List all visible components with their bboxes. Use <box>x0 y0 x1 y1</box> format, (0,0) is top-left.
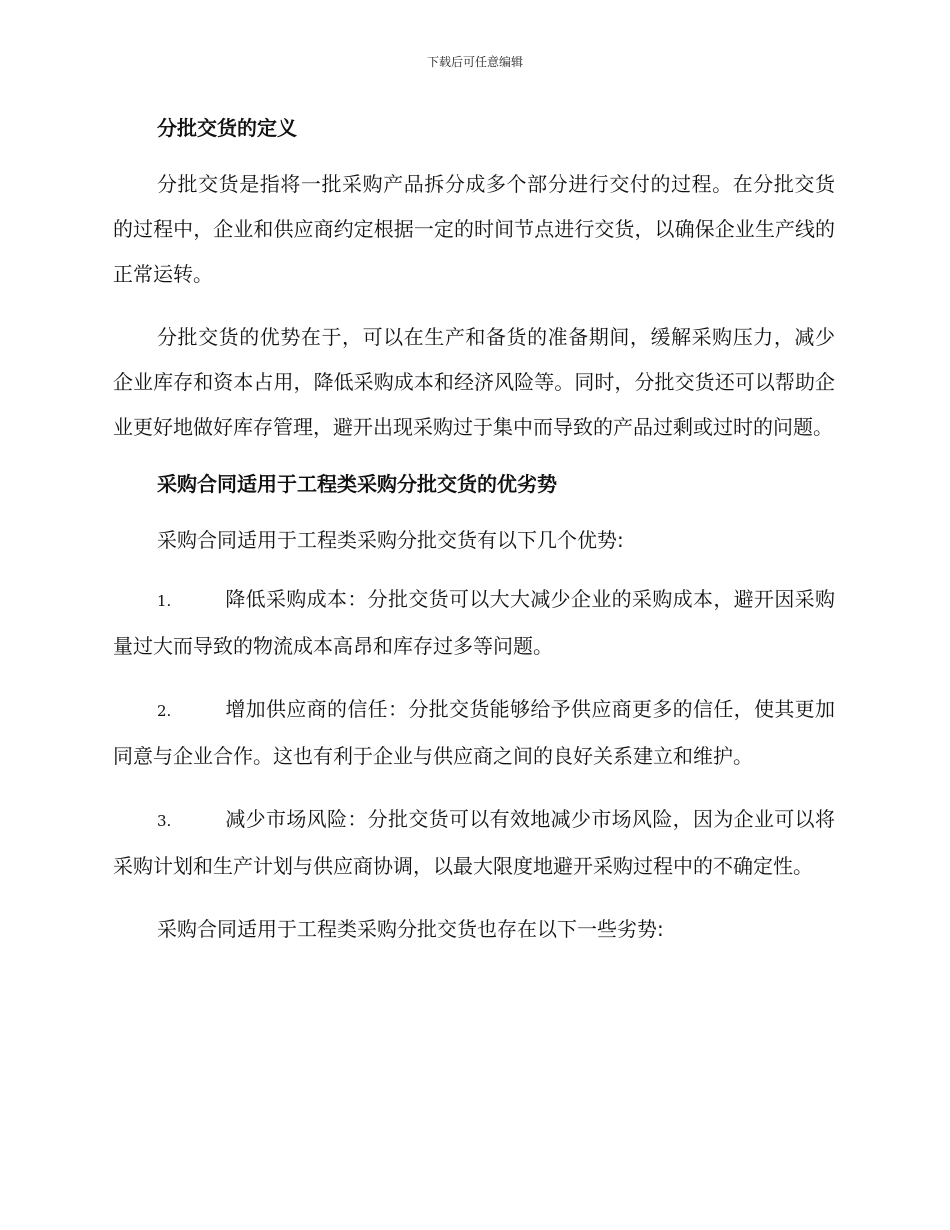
list-item <box>113 797 835 889</box>
advantages-intro: 采购合同适用于工程类采购分批交货有以下几个优势: <box>157 528 624 552</box>
list-item <box>113 687 835 779</box>
section-heading-pros-cons: 采购合同适用于工程类采购分批交货的优劣势 <box>157 472 557 496</box>
list-item-text: 增加供应商的信任：分批交货能够给予供应商更多的信任，使其更加同意与企业合作。这也有利于企业与供应商之间的良好关系建立和维护。 <box>113 697 835 768</box>
paragraph: 分批交货的优势在于，可以在生产和备货的准备期间，缓解采购压力，减少企业库存和资本占用，降低采购成本和经济风险等。同时，分批交货还可以帮助企业更好地做好库存管理，避开出现采购过于集中而导致的产品过剩或过时的问题。 <box>113 325 835 439</box>
list-item-number: 3. <box>157 812 172 830</box>
disadvantages-intro: 采购合同适用于工程类采购分批交货也存在以下一些劣势: <box>157 917 664 941</box>
section-heading-definition: 分批交货的定义 <box>157 116 297 140</box>
document-body <box>113 112 835 966</box>
list-item-number: 1. <box>157 592 172 610</box>
list-item-number: 2. <box>157 702 172 720</box>
list-item-text: 减少市场风险：分批交货可以有效地减少市场风险，因为企业可以将采购计划和生产计划与供应商协调，以最大限度地避开采购过程中的不确定性。 <box>113 807 835 878</box>
paragraph: 分批交货是指将一批采购产品拆分成多个部分进行交付的过程。在分批交货的过程中，企业和供应商约定根据一定的时间节点进行交货，以确保企业生产线的正常运转。 <box>113 172 835 286</box>
list-item <box>113 577 835 669</box>
page-header: 下载后可任意编辑 <box>426 55 523 69</box>
list-item-text: 降低采购成本：分批交货可以大大减少企业的采购成本，避开因采购量过大而导致的物流成本高昂和库存过多等问题。 <box>113 587 835 658</box>
